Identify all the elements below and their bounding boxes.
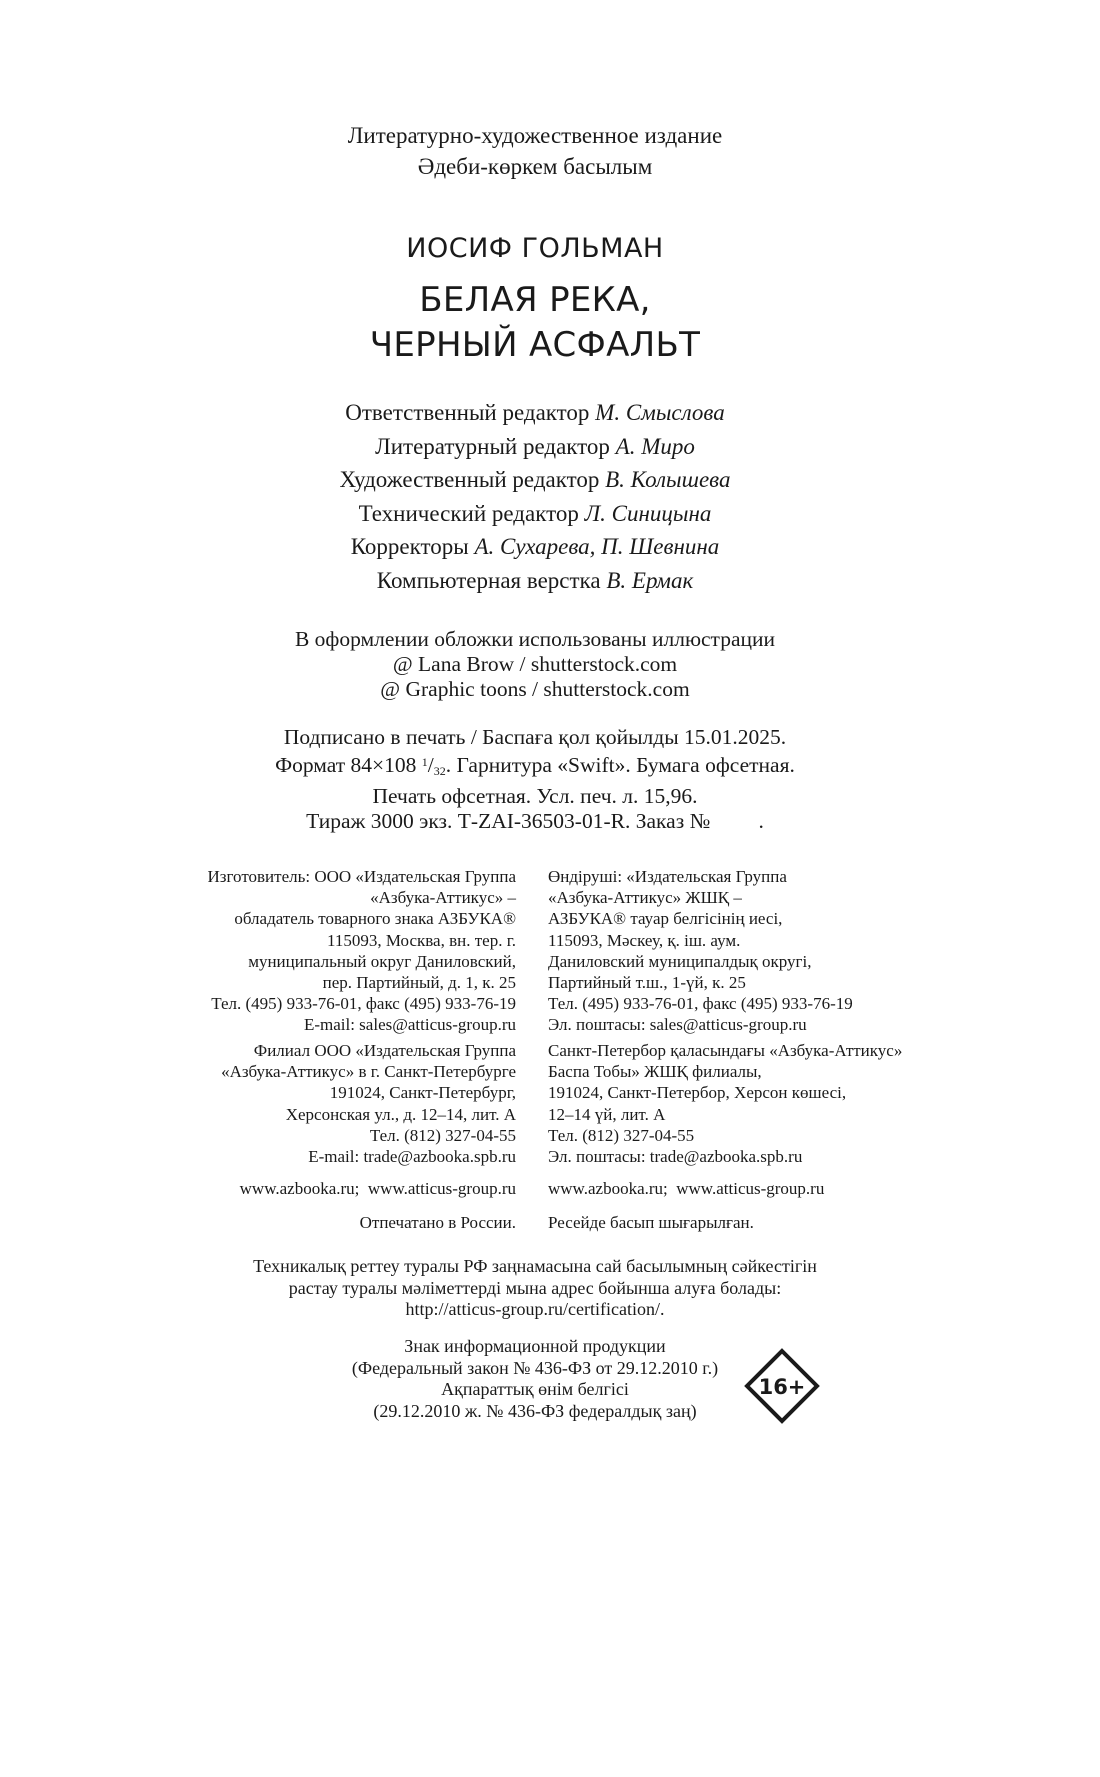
editor-name: В. Колышева (605, 467, 731, 492)
format-separator: / (427, 753, 434, 777)
format-numerator: 1 (421, 755, 428, 769)
printing-run: Тираж 3000 экз. Т-ZAI-36503-01-R. Заказ № . (306, 809, 764, 833)
editor-role: Компьютерная верстка (376, 567, 601, 593)
tech-note-line: растау туралы мәліметтерді мына адрес бойынша алуға болады: (288, 1277, 782, 1298)
websites-kz (548, 1178, 824, 1199)
format-suffix: . Гарнитура «Swift». Бумага офсетная. (445, 753, 795, 777)
editor-role: Литературный редактор (375, 433, 610, 459)
info-sign-line: Ақпараттық өнім белгісі (441, 1379, 629, 1399)
editor-line (0, 430, 1070, 464)
editor-role: Технический редактор (358, 500, 579, 526)
editor-name: М. Смыслова (595, 400, 725, 425)
manufacturer-ru-line: Тел. (495) 933-76-01, факс (495) 933-76-19 (211, 994, 516, 1014)
manufacturer-kz-line: Тел. (495) 933-76-01, факс (495) 933-76-19 (548, 994, 853, 1014)
editor-name: Л. Синицына (584, 500, 712, 526)
branch-kz (548, 1040, 902, 1167)
manufacturer-ru (208, 866, 517, 1036)
manufacturer-kz-line: Даниловский муниципалдық округі, (548, 951, 812, 971)
branch-ru-line: 191024, Санкт-Петербург, (329, 1083, 516, 1103)
manufacturer-ru-line: «Азбука-Аттикус» – (370, 888, 516, 908)
websites-line: www.azbooka.ru; www.atticus-group.ru (239, 1179, 516, 1198)
book-title-line2: ЧЕРНЫЙ АСФАЛЬТ (369, 325, 701, 365)
book-title (0, 278, 1070, 368)
printing-format (0, 750, 1070, 784)
manufacturer-kz-line: 115093, Мәскеу, қ. іш. аум. (548, 930, 741, 950)
branch-kz-line: Баспа Тобы» ЖШҚ филиалы, (548, 1062, 762, 1082)
manufacturer-kz-line: «Азбука-Аттикус» ЖШҚ – (548, 888, 742, 908)
branch-kz-line: Санкт-Петербор қаласындағы «Азбука-Аттикус» (548, 1041, 903, 1060)
info-product-sign (0, 1336, 1070, 1422)
tech-regulation-note (0, 1256, 1070, 1321)
manufacturer-ru-line: пер. Партийный, д. 1, к. 25 (322, 973, 516, 993)
branch-kz-line: 12–14 үй, лит. А (548, 1104, 666, 1124)
cover-credits-line: В оформлении обложки использованы иллюстрации (294, 627, 776, 651)
age-rating-label: 16+ (758, 1375, 806, 1399)
cover-credits-line: @ Lana Brow / shutterstock.com (392, 652, 678, 676)
cover-credits-line: @ Graphic toons / shutterstock.com (380, 677, 690, 701)
editor-role: Корректоры (350, 534, 469, 559)
editor-line (0, 396, 1070, 430)
printed-in-ru: Отпечатано в России. (359, 1213, 516, 1232)
manufacturer-ru-line: E-mail: sales@atticus-group.ru (303, 1015, 516, 1035)
branch-ru-line: «Азбука-Аттикус» в г. Санкт-Петербурге (221, 1062, 516, 1082)
cover-credits (0, 627, 1070, 702)
branch-kz-line: 191024, Санкт-Петербор, Херсон көшесі, (548, 1083, 847, 1103)
book-title-line1: БЕЛАЯ РЕКА, (419, 280, 651, 320)
manufacturer-kz-line: Партийный т.ш., 1-үй, к. 25 (548, 973, 746, 993)
info-sign-line: (29.12.2010 ж. № 436-ФЗ федералдық заң) (373, 1400, 697, 1421)
manufacturer-kz-line: АЗБУКА® тауар белгісінің иесі, (548, 909, 783, 929)
edition-line-kz: Әдеби-көркем басылым (417, 154, 653, 179)
branch-ru-line: Тел. (812) 327-04-55 (369, 1125, 516, 1145)
edition-line-ru: Литературно-художественное издание (347, 123, 723, 148)
editor-name: А. Миро (615, 433, 695, 459)
branch-ru-line: E-mail: trade@azbooka.spb.ru (308, 1147, 516, 1167)
branch-ru-line: Филиал ООО «Издательская Группа (253, 1041, 516, 1060)
websites-line: www.azbooka.ru; www.atticus-group.ru (548, 1179, 825, 1198)
printing-sheets: Печать офсетная. Усл. печ. л. 15,96. (372, 784, 698, 808)
editor-role: Ответственный редактор (345, 400, 590, 425)
editor-line (0, 497, 1070, 531)
manufacturer-ru-line: обладатель товарного знака АЗБУКА® (234, 909, 516, 929)
branch-ru-line: Херсонская ул., д. 12–14, лит. А (285, 1104, 516, 1124)
format-prefix: Формат 84×108 (275, 753, 422, 777)
printed-in-kz: Ресейде басып шығарылған. (548, 1213, 754, 1232)
editor-line (0, 463, 1070, 497)
manufacturer-ru-line: муниципальный округ Даниловский, (248, 951, 516, 971)
manufacturer-kz (548, 866, 853, 1036)
branch-kz-line: Тел. (812) 327-04-55 (548, 1125, 695, 1145)
editor-line (0, 564, 1070, 598)
manufacturer-ru-line: 115093, Москва, вн. тер. г. (326, 930, 516, 950)
tech-note-line: http://atticus-group.ru/certification/. (405, 1299, 665, 1319)
printing-signed: Подписано в печать / Баспаға қол қойылды 15.01.2025. (283, 725, 787, 749)
format-denominator: 32 (433, 764, 446, 778)
info-sign-line: (Федеральный закон № 436-ФЗ от 29.12.2010 г.) (351, 1357, 719, 1378)
editor-name: В. Ермак (606, 567, 694, 593)
tech-note-line: Техникалық реттеу туралы РФ заңнамасына сай басылымның сәйкестігін (253, 1256, 817, 1276)
editor-name: А. Сухарева, П. Шевнина (474, 534, 720, 559)
editor-line (0, 530, 1070, 564)
editors-list (0, 396, 1070, 597)
editor-role: Художественный редактор (339, 467, 600, 492)
edition-type (0, 120, 1070, 182)
author-name: ИОСИФ ГОЛЬМАН (406, 233, 664, 264)
branch-kz-line: Эл. поштасы: trade@azbooka.spb.ru (548, 1147, 803, 1167)
branch-ru (221, 1040, 516, 1167)
manufacturer-ru-line: Изготовитель: ООО «Издательская Группа (207, 867, 516, 886)
info-sign-line: Знак информационной продукции (404, 1336, 666, 1356)
websites-ru (240, 1178, 516, 1199)
age-rating-icon (744, 1348, 820, 1424)
manufacturer-kz-line: Өндіруші: «Издательская Группа (548, 867, 787, 886)
printing-info (0, 725, 1070, 834)
manufacturer-kz-line: Эл. поштасы: sales@atticus-group.ru (548, 1015, 807, 1035)
